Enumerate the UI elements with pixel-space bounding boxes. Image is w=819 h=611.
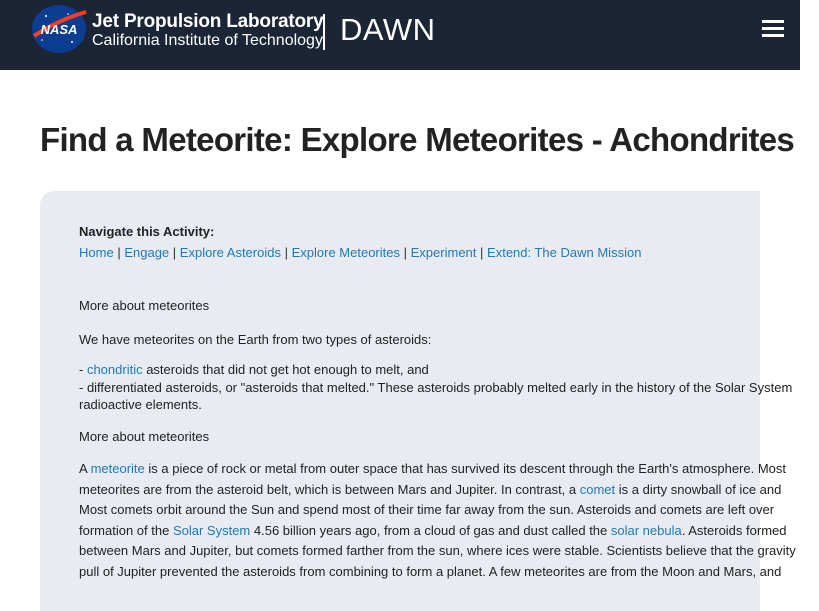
header-divider <box>323 14 325 50</box>
org-name[interactable]: Jet Propulsion Laboratory <box>92 11 324 32</box>
link-chondritic[interactable]: chondritic <box>86 362 143 377</box>
link-solar-nebula[interactable]: solar nebula <box>610 523 682 538</box>
nav-link-home[interactable]: Home <box>79 245 114 260</box>
nav-link-explore-asteroids[interactable]: Explore Asteroids <box>179 245 281 260</box>
bullet-chondritic: - chondritic asteroids that did not get hot enough to melt, and <box>79 362 429 377</box>
nav-heading: Navigate this Activity: <box>79 224 215 239</box>
paragraph-line: A meteorite is a piece of rock or metal from outer space that has survived its descent through the Earth's atmosphere. Most <box>79 461 787 476</box>
hamburger-menu-icon[interactable] <box>762 20 784 38</box>
nav-link-engage[interactable]: Engage <box>124 245 170 260</box>
nav-link-experiment[interactable]: Experiment <box>410 245 477 260</box>
bullet-differentiated-cont: radioactive elements. <box>79 397 202 412</box>
nav-separator: | <box>403 245 408 260</box>
link-solar-system[interactable]: Solar System <box>172 523 251 538</box>
nav-separator: | <box>172 245 177 260</box>
mission-name[interactable]: DAWN <box>340 12 436 47</box>
link-meteorite[interactable]: meteorite <box>90 461 145 476</box>
activity-card <box>40 191 796 611</box>
nav-link-explore-meteorites[interactable]: Explore Meteorites <box>291 245 400 260</box>
page-title: Find a Meteorite: Explore Meteorites - Achondrites <box>40 121 795 158</box>
nav-separator: | <box>284 245 288 260</box>
activity-nav <box>79 245 641 260</box>
paragraph-line: formation of the Solar System 4.56 billion years ago, from a cloud of gas and dust called the solar nebula. Asteroids formed <box>79 523 787 538</box>
nav-separator: | <box>117 245 121 260</box>
link-comet[interactable]: comet <box>579 482 616 497</box>
paragraph-line: Most comets orbit around the Sun and spend most of their time far away from the sun. Asteroids and comets are left over <box>79 502 775 517</box>
nav-link-extend[interactable]: Extend: The Dawn Mission <box>487 245 642 260</box>
nav-separator: | <box>480 245 484 260</box>
site-header <box>0 0 800 70</box>
paragraph-line: pull of Jupiter prevented the asteroids from combining to form a planet. A few meteorites are from the Moon and Mars, and <box>79 564 782 579</box>
paragraph-line: between Mars and Jupiter, but comets formed farther from the sun, where ices were stable. Scientists believe that the gravity <box>79 543 796 558</box>
nasa-logo-text: NASA <box>40 22 78 37</box>
intro-text: We have meteorites on the Earth from two types of asteroids: <box>79 332 432 347</box>
bullet-differentiated: - differentiated asteroids, or "asteroids that melted." These asteroids probably melted early in the history of the Solar System <box>79 380 793 395</box>
paragraph-line: meteorites are from the asteroid belt, which is between Mars and Jupiter. In contrast, a comet is a dirty snowball of ice and <box>79 482 782 497</box>
section-label: More about meteorites <box>79 298 210 313</box>
nasa-logo-icon[interactable] <box>28 2 90 56</box>
section-label: More about meteorites <box>79 429 210 444</box>
org-subtitle[interactable]: California Institute of Technology <box>92 32 323 49</box>
